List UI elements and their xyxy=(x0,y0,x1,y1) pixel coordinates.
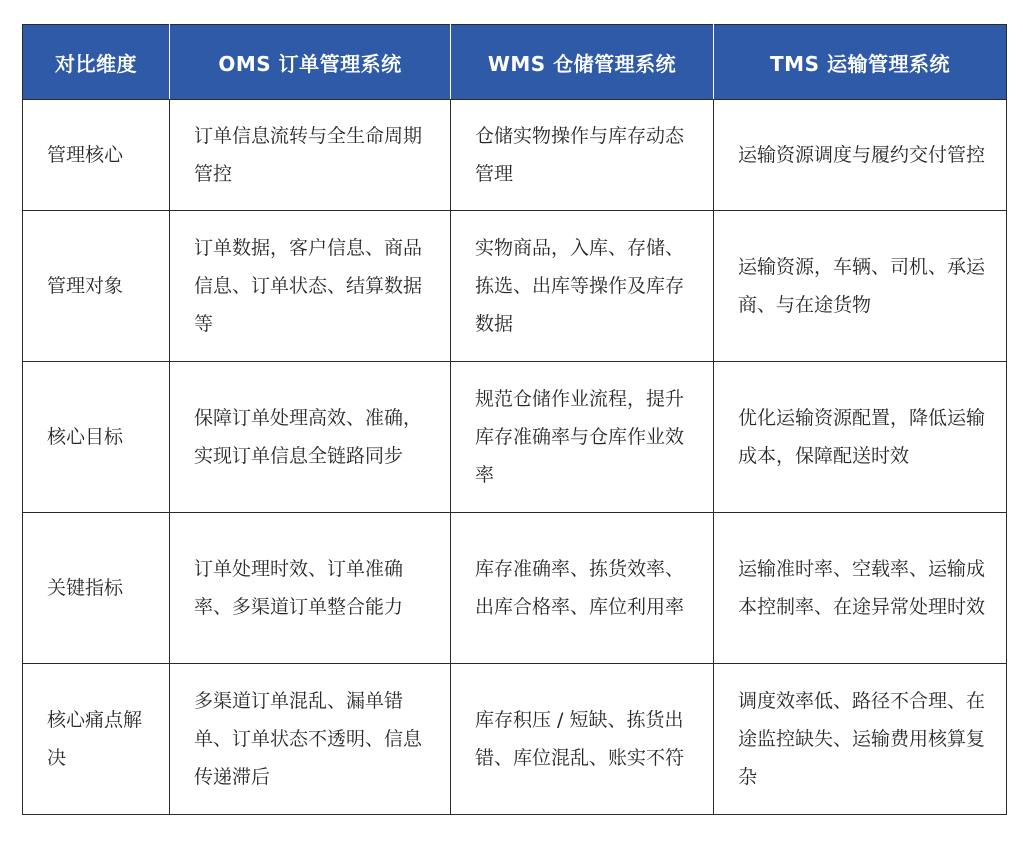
header-oms: OMS 订单管理系统 xyxy=(170,25,451,100)
header-row xyxy=(23,25,1007,100)
row-dimension: 管理对象 xyxy=(23,211,170,362)
table-header xyxy=(23,25,1007,100)
header-tms: TMS 运输管理系统 xyxy=(714,25,1007,100)
table-row xyxy=(23,664,1007,815)
cell-wms: 库存准确率、拣货效率、出库合格率、库位利用率 xyxy=(451,513,714,664)
comparison-table xyxy=(22,24,1007,815)
row-dimension: 管理核心 xyxy=(23,100,170,211)
table-row xyxy=(23,211,1007,362)
cell-oms: 多渠道订单混乱、漏单错单、订单状态不透明、信息传递滞后 xyxy=(170,664,451,815)
row-dimension: 核心目标 xyxy=(23,362,170,513)
cell-wms: 实物商品，入库、存储、拣选、出库等操作及库存数据 xyxy=(451,211,714,362)
cell-tms: 运输资源调度与履约交付管控 xyxy=(714,100,1007,211)
cell-wms: 库存积压 / 短缺、拣货出错、库位混乱、账实不符 xyxy=(451,664,714,815)
cell-wms: 规范仓储作业流程，提升库存准确率与仓库作业效率 xyxy=(451,362,714,513)
cell-oms: 订单信息流转与全生命周期管控 xyxy=(170,100,451,211)
table-row xyxy=(23,362,1007,513)
table-row xyxy=(23,513,1007,664)
row-dimension: 关键指标 xyxy=(23,513,170,664)
cell-tms: 运输资源，车辆、司机、承运商、与在途货物 xyxy=(714,211,1007,362)
cell-wms: 仓储实物操作与库存动态管理 xyxy=(451,100,714,211)
cell-oms: 保障订单处理高效、准确，实现订单信息全链路同步 xyxy=(170,362,451,513)
cell-tms: 运输准时率、空载率、运输成本控制率、在途异常处理时效 xyxy=(714,513,1007,664)
cell-oms: 订单数据，客户信息、商品信息、订单状态、结算数据等 xyxy=(170,211,451,362)
header-wms: WMS 仓储管理系统 xyxy=(451,25,714,100)
cell-tms: 优化运输资源配置，降低运输成本，保障配送时效 xyxy=(714,362,1007,513)
cell-oms: 订单处理时效、订单准确率、多渠道订单整合能力 xyxy=(170,513,451,664)
table-row xyxy=(23,100,1007,211)
header-dimension: 对比维度 xyxy=(23,25,170,100)
table-body xyxy=(23,100,1007,815)
cell-tms: 调度效率低、路径不合理、在途监控缺失、运输费用核算复杂 xyxy=(714,664,1007,815)
row-dimension: 核心痛点解决 xyxy=(23,664,170,815)
